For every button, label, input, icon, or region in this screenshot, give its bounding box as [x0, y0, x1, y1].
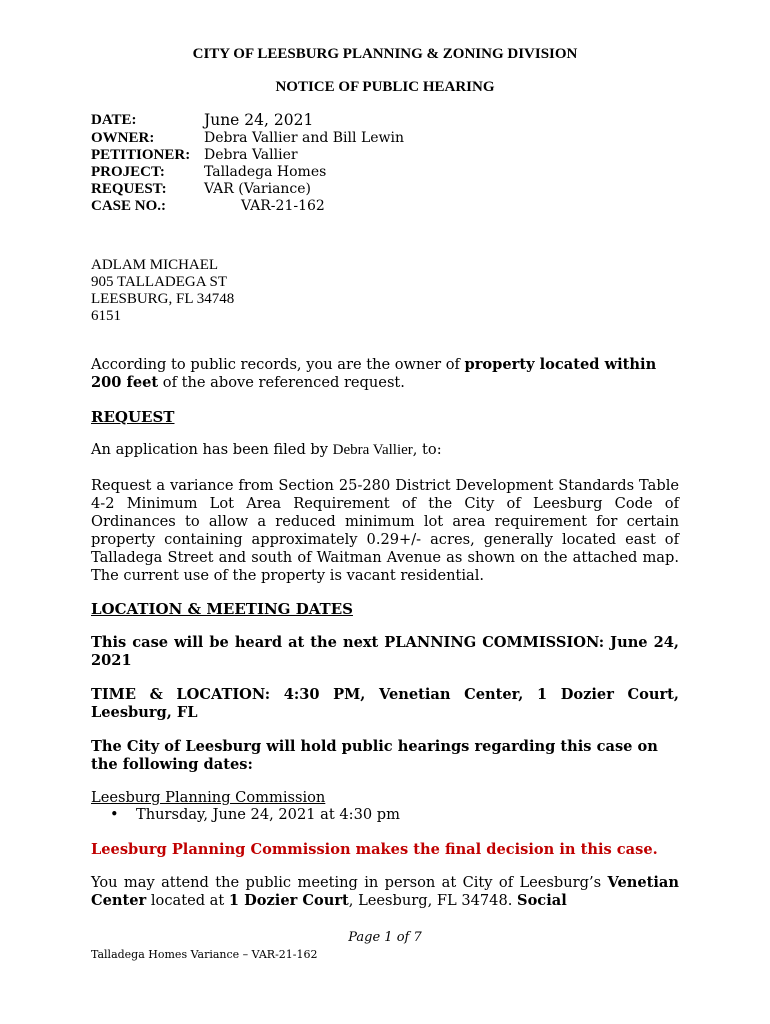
meta-label: PROJECT: [91, 164, 165, 180]
filed-text: An application has been filed by [91, 441, 333, 458]
meta-value: VAR (Variance) [204, 181, 312, 197]
commission-title: Leesburg Planning Commission [91, 789, 326, 806]
time-location-paragraph: TIME & LOCATION: 4:30 PM, Venetian Center, 1 Dozier Court, Leesburg, FL [91, 686, 679, 721]
meta-label: REQUEST: [91, 181, 167, 197]
venue-name: Venetian Center [91, 874, 679, 909]
meta-label: OWNER: [91, 130, 155, 146]
intro-text: of the above referenced request. [158, 374, 405, 391]
attend-paragraph [91, 874, 679, 910]
intro-emphasis: property located within 200 feet [91, 356, 657, 391]
meeting-bullet [110, 806, 400, 824]
intro-paragraph [91, 356, 679, 392]
request-description: Request a variance from Section 25-280 District Development Standards Table 4-2 Minimum Lot Area Requirement of the City of Leesburg Code of Ordinances to allow a reduced minimum lot area requirement for certain property containing approximately 0.29+/- acres, generally located east of Talladega Street and south of Waitman Avenue as shown on the attached map. The current use of the property is vacant residential. [91, 477, 679, 584]
meta-value: Debra Vallier and Bill Lewin [204, 130, 404, 146]
meta-label: CASE NO.: [91, 198, 167, 214]
meta-row-request [91, 181, 404, 198]
attend-text: , Leesburg, FL 34748. [348, 892, 518, 909]
hearing-date-paragraph: This case will be heard at the next PLANNING COMMISSION: June 24, 2021 [91, 634, 679, 669]
public-hearings-paragraph: The City of Leesburg will hold public hearings regarding this case on the following dates: [91, 738, 658, 773]
notice-heading: NOTICE OF PUBLIC HEARING [275, 79, 495, 95]
case-metadata [91, 111, 404, 215]
recipient-address [91, 257, 234, 325]
meta-label: DATE: [91, 112, 137, 128]
address-line: LEESBURG, FL 34748 [91, 291, 235, 307]
request-section-title: REQUEST [91, 408, 175, 426]
address-line: ADLAM MICHAEL [91, 257, 219, 273]
meta-row-owner [91, 130, 404, 147]
address-line: 905 TALLADEGA ST [91, 274, 228, 290]
filed-paragraph [91, 441, 679, 459]
bullet-dot: • [110, 806, 119, 823]
footer-document-name: Talladega Homes Variance – VAR-21-162 [91, 948, 318, 961]
meta-value: VAR-21-162 [241, 198, 325, 214]
meta-value: Debra Vallier [204, 147, 298, 163]
address-line: 6151 [91, 308, 121, 324]
attend-text: located at [146, 892, 229, 909]
venue-address: 1 Dozier Court [228, 892, 349, 909]
meta-value: Talladega Homes [204, 164, 327, 180]
petitioner-name: Debra Vallier [332, 442, 413, 458]
attend-text: You may attend the public meeting in person at City of Leesburg’s [91, 874, 608, 891]
final-decision-statement: Leesburg Planning Commission makes the final decision in this case. [91, 841, 658, 858]
location-section-title: LOCATION & MEETING DATES [91, 600, 353, 618]
meta-row-petitioner [91, 147, 404, 164]
intro-text: According to public records, you are the owner of [91, 356, 465, 373]
meta-row-date [91, 111, 404, 130]
division-heading: CITY OF LEESBURG PLANNING & ZONING DIVISION [192, 46, 578, 62]
meta-row-project [91, 164, 404, 181]
meta-value: June 24, 2021 [204, 111, 314, 129]
meta-label: PETITIONER: [91, 147, 191, 163]
attend-emphasis: Social [517, 892, 567, 909]
page-number: Page 1 of 7 [348, 930, 422, 945]
filed-text: , to: [412, 441, 442, 458]
meeting-datetime: Thursday, June 24, 2021 at 4:30 pm [136, 806, 400, 823]
meta-row-case-no [91, 198, 404, 215]
